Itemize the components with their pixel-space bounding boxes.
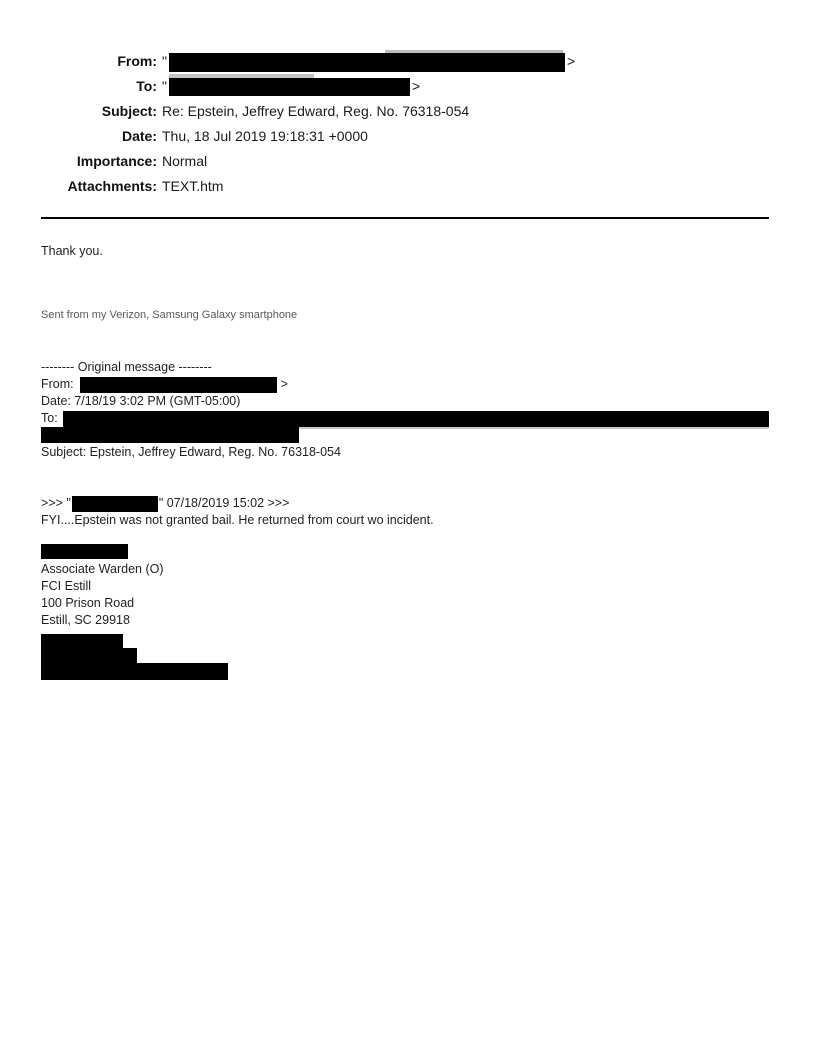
header-field-importance	[41, 149, 769, 174]
quoted-message-text: FYI....Epstein was not granted bail. He returned from court wo incident.	[41, 513, 434, 527]
field-label-importance: Importance:	[76, 153, 157, 169]
quoted-message	[41, 495, 769, 529]
signature-org: FCI Estill	[41, 579, 91, 593]
redaction-original-to	[63, 411, 769, 427]
body-text-thank-you: Thank you.	[41, 244, 103, 258]
original-to-line	[41, 410, 769, 427]
original-to-continuation	[41, 427, 769, 444]
header-field-attachments	[41, 174, 769, 199]
field-label-attachments: Attachments:	[67, 178, 157, 194]
field-label-subject: Subject:	[101, 103, 157, 119]
header-body-divider	[41, 217, 769, 219]
field-value-to	[162, 74, 420, 99]
field-value-from	[162, 49, 575, 74]
signature-block	[41, 544, 769, 629]
scan-artifact-line	[299, 427, 769, 429]
quoted-attribution-line	[41, 495, 769, 512]
quote-prefix: >>> "	[41, 496, 71, 510]
signature-address1: 100 Prison Road	[41, 596, 135, 610]
email-header	[41, 0, 769, 199]
redaction-signature-name-row	[41, 544, 769, 561]
field-value-attachments: TEXT.htm	[162, 178, 224, 194]
original-date-line: Date: 7/18/19 3:02 PM (GMT-05:00)	[41, 394, 241, 408]
signature-title: Associate Warden (O)	[41, 562, 164, 576]
signature-address2: Estill, SC 29918	[41, 613, 130, 627]
field-label-date: Date:	[121, 128, 157, 144]
redaction-contact-line3	[41, 663, 228, 680]
field-label-to: To:	[136, 78, 157, 94]
field-label-from: From:	[117, 53, 157, 69]
open-quote: "	[162, 78, 167, 94]
redaction-contact-line2	[41, 648, 137, 663]
header-field-subject	[41, 99, 769, 124]
redaction-contact-block	[41, 634, 769, 680]
original-message-header	[41, 359, 769, 461]
redaction-sender-name	[72, 496, 158, 512]
angle-bracket: >	[280, 377, 288, 391]
header-field-from	[41, 49, 769, 74]
field-value-subject: Re: Epstein, Jeffrey Edward, Reg. No. 76318-054	[162, 103, 470, 119]
open-quote: "	[162, 53, 167, 69]
quote-suffix: " 07/18/2019 15:02 >>>	[158, 496, 290, 510]
redaction-to-address	[169, 78, 410, 96]
field-value-importance: Normal	[162, 153, 208, 169]
original-subject-line: Subject: Epstein, Jeffrey Edward, Reg. No. 76318-054	[41, 445, 341, 459]
header-field-to	[41, 74, 769, 99]
angle-bracket: >	[411, 78, 421, 94]
redaction-signature-name	[41, 544, 128, 559]
redaction-original-to-continued	[41, 427, 299, 443]
email-body	[41, 243, 769, 680]
field-value-date: Thu, 18 Jul 2019 19:18:31 +0000	[162, 128, 368, 144]
original-message-divider: -------- Original message --------	[41, 360, 212, 374]
redaction-original-from	[80, 377, 277, 393]
header-field-date	[41, 124, 769, 149]
angle-bracket: >	[566, 53, 576, 69]
redaction-contact-line1	[41, 634, 123, 648]
mobile-signature-text: Sent from my Verizon, Samsung Galaxy smartphone	[41, 309, 298, 321]
original-to-label: To:	[41, 411, 58, 425]
redaction-from-address	[169, 53, 565, 72]
original-from-line	[41, 376, 769, 393]
original-from-label: From:	[41, 377, 74, 391]
